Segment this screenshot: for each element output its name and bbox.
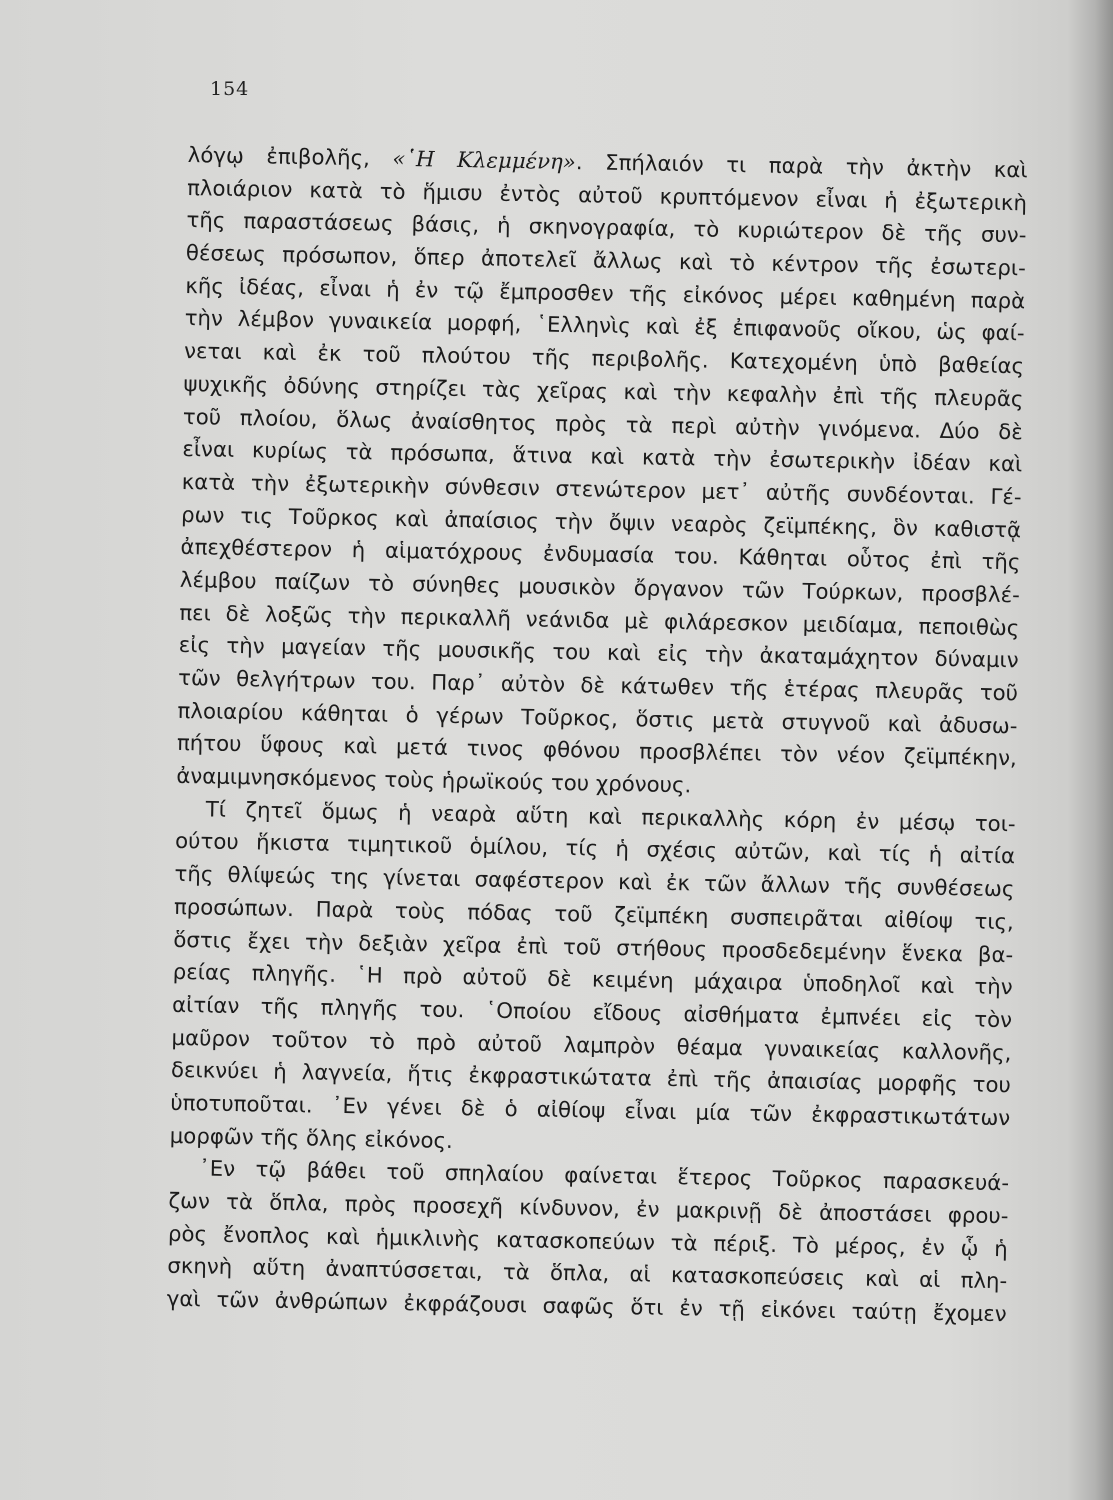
- text-line: εἶναι κυρίως τὰ πρόσωπα, ἅτινα καὶ κατὰ τὴν ἐσωτερικὴν ἰδέαν καὶ: [182, 437, 1023, 478]
- text-line: ᾽Εν τῷ βάθει τοῦ σπηλαίου φαίνεται ἕτερος Τοῦρκος παρασκευά-: [198, 1156, 1010, 1197]
- text-line: σκηνὴ αὕτη ἀναπτύσσεται, τὰ ὅπλα, αἱ κατασκοπεύσεις καὶ αἱ πλη-: [167, 1254, 1008, 1295]
- text-line: τοῦ πλοίου, ὅλως ἀναίσθητος πρὸς τὰ περὶ αὐτὴν γινόμενα. Δύο δὲ: [182, 404, 1024, 445]
- text-line: τὴν λέμβον γυναικεία μορφή, ῾Ελληνὶς καὶ ἐξ ἐπιφανοῦς οἴκου, ὡς φαί-: [184, 306, 1025, 347]
- text-line: δεικνύει ἡ λαγνεία, ἥτις ἐκφραστικώτατα ἐπὶ τῆς ἀπαισίας μορφῆς του: [170, 1058, 1012, 1099]
- text-line: κατὰ τὴν ἐξωτερικὴν σύνθεσιν στενώτερον μετ᾽ αὐτῆς συνδέονται. Γέ-: [181, 469, 1022, 511]
- text-line: ὑποτυποῦται. ᾽Εν γένει δὲ ὁ αἰθίοψ εἶναι μία τῶν ἐκφραστικωτάτων: [170, 1090, 1011, 1132]
- page-number: 154: [210, 78, 250, 100]
- text-line: θέσεως πρόσωπον, ὅπερ ἀποτελεῖ ἄλλως καὶ τὸ κέντρον τῆς ἐσωτερι-: [185, 241, 1027, 282]
- text-line: πει δὲ λοξῶς τὴν περικαλλῆ νεάνιδα μὲ φιλάρεσκον μειδίαμα, πεποιθὼς: [179, 600, 1020, 641]
- text-line: πλοιαρίου κάθηται ὁ γέρων Τοῦρκος, ὅστις μετὰ στυγνοῦ καὶ ἀδυσω-: [177, 698, 1018, 739]
- text-line: ούτου ἥκιστα τιμητικοῦ ὁμίλου, τίς ἡ σχέσις αὐτῶν, καὶ τίς ἡ αἰτία: [174, 829, 1016, 870]
- text-line: αἰτίαν τῆς πληγῆς του. ῾Οποίου εἴδους αἰσθήματα ἐμπνέει εἰς τὸν: [171, 992, 1013, 1034]
- text-fragment: λόγῳ ἐπιβολῆς,: [187, 142, 393, 172]
- text-line: γαὶ τῶν ἀνθρώπων ἐκφράζουσι σαφῶς ὅτι ἐν τῇ εἰκόνει ταύτῃ ἔχομεν: [166, 1286, 1007, 1328]
- page-edge-shadow: [1068, 0, 1113, 1500]
- text-line: ὅστις ἔχει τὴν δεξιὰν χεῖρα ἐπὶ τοῦ στήθους προσδεδεμένην ἕνεκα βα-: [173, 927, 1014, 968]
- text-line: μορφῶν τῆς ὅλης εἰκόνος.: [169, 1123, 454, 1154]
- text-line: πλοιάριον κατὰ τὸ ἥμισυ ἐντὸς αὐτοῦ κρυπτόμενον εἶναι ἡ ἐξωτερικὴ: [186, 175, 1028, 217]
- text-line: κῆς ἰδέας, εἶναι ἡ ἐν τῷ ἔμπροσθεν τῆς εἰκόνος μέρει καθημένη παρὰ: [185, 273, 1026, 315]
- text-line: πήτου ὕφους καὶ μετά τινος φθόνου προσβλέπει τὸν νέον ζεϊμπέκην,: [176, 731, 1018, 772]
- text-line: ζων τὰ ὅπλα, πρὸς προσεχῆ κίνδυνον, ἐν μακρινῇ δὲ ἀποστάσει φρου-: [168, 1188, 1009, 1230]
- text-line: Τί ζητεῖ ὅμως ἡ νεαρὰ αὕτη καὶ περικαλλὴς κόρη ἐν μέσῳ τοι-: [205, 797, 1016, 838]
- text-line: μαῦρον τοῦτον τὸ πρὸ αὐτοῦ λαμπρὸν θέαμα γυναικείας καλλονῆς,: [171, 1025, 1012, 1066]
- text-line: ψυχικῆς ὀδύνης στηρίζει τὰς χεῖρας καὶ τὴν κεφαλὴν ἐπὶ τῆς πλευρᾶς: [183, 371, 1024, 413]
- text-line: ρων τις Τοῦρκος καὶ ἀπαίσιος τὴν ὄψιν νεαρὸς ζεϊμπέκης, ὃν καθιστᾷ: [180, 502, 1022, 543]
- text-line: τῆς θλίψεώς της γίνεται σαφέστερον καὶ ἐκ τῶν ἄλλων τῆς συνθέσεως: [174, 862, 1015, 903]
- text-line: τῶν θελγήτρων του. Παρ᾽ αὐτὸν δὲ κάτωθεν τῆς ἑτέρας πλευρᾶς τοῦ: [177, 665, 1019, 707]
- text-line: τῆς παραστάσεως βάσις, ἡ σκηνογραφία, τὸ κυριώτερον δὲ τῆς συν-: [186, 208, 1027, 249]
- text-line: εἰς τὴν μαγείαν τῆς μουσικῆς του καὶ εἰς τὴν ἀκαταμάχητον δύναμιν: [178, 633, 1019, 674]
- text-line: ἀναμιμνησκόμενος τοὺς ἡρωϊκούς του χρόνους.: [176, 763, 692, 799]
- text-line: προσώπων. Παρὰ τοὺς πόδας τοῦ ζεϊμπέκη συσπειρᾶται αἰθίοψ τις,: [173, 894, 1015, 936]
- text-line: ρείας πληγῆς. ῾Η πρὸ αὐτοῦ δὲ κειμένη μάχαιρα ὑποδηλοῖ καὶ τὴν: [172, 960, 1013, 1001]
- text-line: ρὸς ἔνοπλος καὶ ἡμικλινὴς κατασκοπεύων τὰ πέριξ. Τὸ μέρος, ἐν ᾧ ἡ: [167, 1221, 1009, 1262]
- text-line: λέμβου παίζων τὸ σύνηθες μουσικὸν ὄργανον τῶν Τούρκων, προσβλέ-: [179, 567, 1021, 609]
- text-fragment: . Σπήλαιόν τι παρὰ τὴν ἀκτὴν καὶ: [575, 150, 1028, 184]
- text-line: νεται καὶ ἐκ τοῦ πλούτου τῆς περιβολῆς. Κατεχομένη ὑπὸ βαθείας: [183, 339, 1025, 380]
- body-text: [166, 140, 1027, 1332]
- text-line: ἀπεχθέστερον ἡ αἱματόχρους ἐνδυμασία του. Κάθηται οὗτος ἐπὶ τῆς: [180, 535, 1021, 576]
- painting-title: «῾Η Κλεμμένη»: [392, 146, 577, 176]
